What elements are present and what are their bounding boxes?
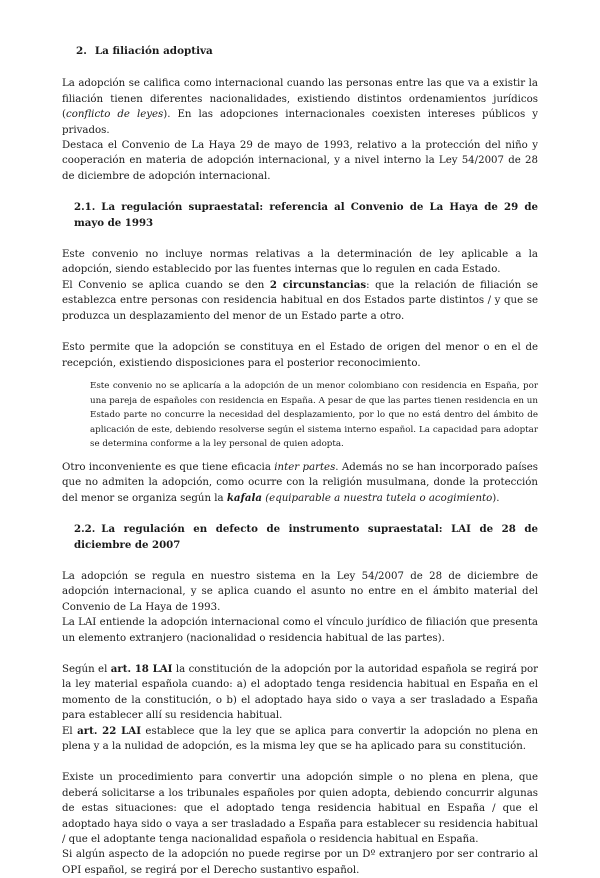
section-2-number: 2. [76,45,87,57]
spacer [62,646,538,662]
text-run: la constitución de la adopción por la autoridad española se regirá por la ley material española cuando: a) el adoptado tenga residencia habitual en España en el momento de la constitución, o b) el adoptado haya sido o vaya a ser trasladado a España para establecer allí su residencia habitual. [62,663,538,722]
section-2-2-paragraph-1: La adopción se regula en nuestro sistema en la Ley 54/2007 de 28 de diciembre de adopción internacional, y se aplica cuando el asunto no entre en el ámbito material del Convenio de La Haya de 1993. [62,570,538,613]
section-2-1-paragraph-2 [62,278,538,324]
bold-art-18-lai: art. 18 LAI [110,662,173,675]
section-2-heading [76,44,538,59]
section-2-2-paragraph-6: Si algún aspecto de la adopción no puede regirse por un Dº extranjero por ser contrario al OPI español, se regirá por el Derecho sustantivo español. [62,849,538,876]
section-2-1-heading [74,200,538,231]
emphasis-inter-partes: inter partes [274,461,336,473]
emphasis-equiparable: (equiparable a nuestra tutela o acogimiento [261,492,493,504]
text-run: Otro inconveniente es que tiene eficacia [62,461,275,473]
text-run: El [62,725,78,737]
spacer [62,324,538,340]
text-run: ). En las adopciones internacionales coexisten intereses públicos y privados. [62,109,539,136]
section-2-1-paragraph-4 [62,460,538,506]
bold-art-22-lai: art. 22 LAI [77,724,141,737]
text-run: La adopción se califica como internacional cuando las personas entre las que va a existir la filiación tienen diferentes nacionalidades, existiendo distintos ordenamientos jurídicos ( [62,78,538,121]
section-2-2-paragraph-4 [62,724,538,755]
section-2-1-number: 2.1. [74,201,96,214]
section-2-1-title: La regulación supraestatal: referencia al Convenio de La Haya de 29 de mayo de 1993 [74,201,538,229]
example-quote-block: Este convenio no se aplicaría a la adopción de un menor colombiano con residencia en España, por una pareja de españoles con residencia en España. A pesar de que las partes tienen residencia en un Estado parte no concurre la necesidad del desplazamiento, por lo que no está dentro del ámbito de aplicación de este, debiendo resolverse según el sistema interno español. La capacidad para adoptar se determina conforme a la ley personal de quien adopta. [90,380,538,450]
text-run: establece que la ley que se aplica para convertir la adopción no plena en plena y a la nulidad de adopción, es la misma ley que se ha aplicado para su constitución. [62,725,539,752]
spacer [62,754,538,770]
text-run: Según el [62,663,111,675]
section-2-2-paragraph-5: Existe un procedimiento para convertir una adopción simple o no plena en plena, que deberá solicitarse a los tribunales españoles por quien adopta, debiendo concurrir algunas de estas situaciones: que el adoptado tenga residencia habitual en España / que el adoptado haya sido o vaya a ser trasladado a España para establecer su residencia habitual / que el adoptante tenga nacionalidad española o residencia habitual en España. [62,772,538,845]
section-2-1-paragraph-3: Esto permite que la adopción se constituya en el Estado de origen del menor o en el de recepción, existiendo disposiciones para el posterior reconocimiento. [62,342,538,369]
document-page [62,44,538,878]
section-2-2-number: 2.2. [74,523,96,536]
section-2-2-paragraph-2: La LAI entiende la adopción internacional como el vínculo jurídico de filiación que presenta un elemento extranjero (nacionalidad o residencia habitual de las partes). [62,617,538,644]
emphasis-conflicto-de-leyes: conflicto de leyes [65,109,164,121]
section-2-paragraph-2: Destaca el Convenio de La Haya 29 de mayo de 1993, relativo a la protección del niño y cooperación en materia de adopción internacional, y a nivel interno la Ley 54/2007 de 28 de diciembre de adopción internacional. [62,140,538,182]
bold-circunstancias: 2 circunstancias [269,278,367,291]
text-run: . Además no se han incorporado países que no admiten la adopción, como ocurre con la religión musulmana, donde la protección del menor se organiza según la [62,461,538,504]
text-run: El Convenio se aplica cuando se den [62,279,270,291]
text-run: : que la relación de filiación se establezca entre personas con residencia habitual en dos Estados parte distintos / y que se produzca un desplazamiento del menor de un Estado parte a otro. [62,279,538,322]
section-2-2-heading [74,522,538,553]
text-run: ). [492,492,500,504]
section-2-title: La filiación adoptiva [94,45,213,57]
section-2-paragraph-1 [62,76,538,138]
emphasis-kafala: kafala [226,491,262,504]
section-2-2-title: La regulación en defecto de instrumento supraestatal: LAI de 28 de diciembre de 2007 [74,523,538,551]
section-2-1-paragraph-1: Este convenio no incluye normas relativas a la determinación de ley aplicable a la adopción, siendo establecido por las fuentes internas que lo regulen en cada Estado. [62,249,538,276]
section-2-2-paragraph-3 [62,662,538,724]
